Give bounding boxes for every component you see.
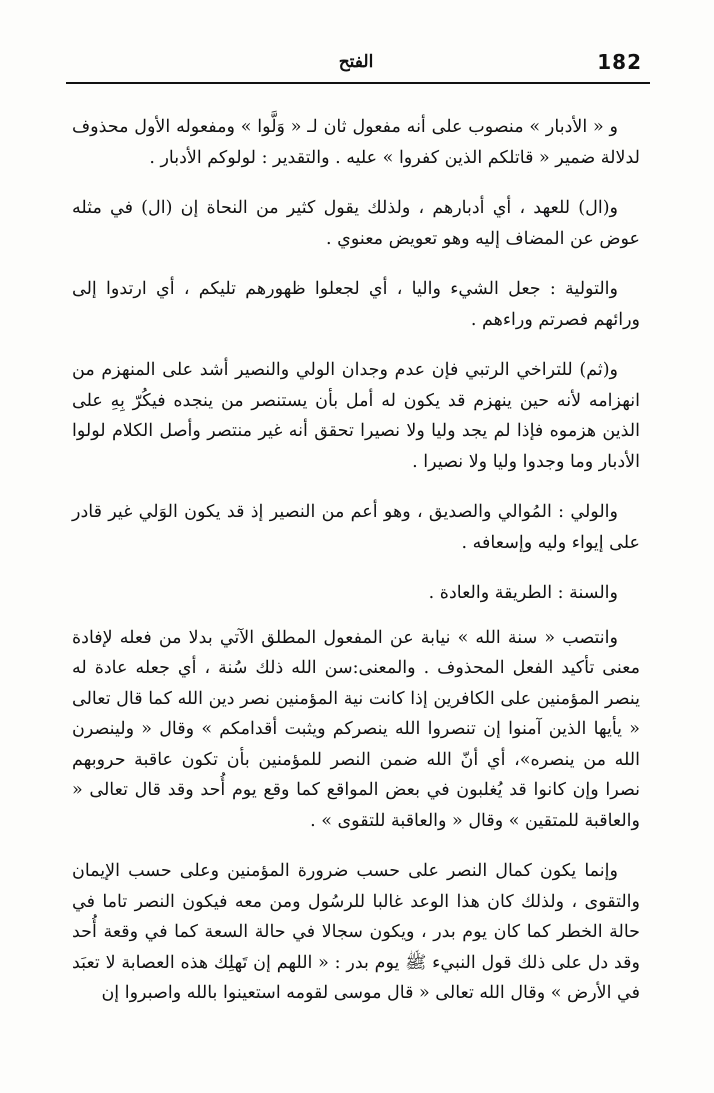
- paragraph: و(ثم) للتراخي الرتبي فإن عدم وجدان الولي والنصير أشد على المنهزم من انهزامه لأنه حين ينهزم قد يكون له أمل بأن يستنصر من ينجده فيكُرّ بِهِ على الذين هزموه فإذا لم يجد وليا ولا نصيرا تحقق أنه غير منتصر وأصل الكلام لولوا الأدبار وما وجدوا وليا ولا نصيرا .: [72, 360, 640, 472]
- paragraph: و « الأدبار » منصوب على أنه مفعول ثان لـ « وَلَّوا » ومفعوله الأول محذوف لدلالة ضمير « قاتلكم الذين كفروا » عليه . والتقدير : لولوكم الأدبار .: [72, 117, 640, 168]
- paragraph: وإنما يكون كمال النصر على حسب ضرورة المؤمنين وعلى حسب الإيمان والتقوى ، ولذلك كان هذا الوعد غالبا للرسُول ومن معه فيكون النصر تاما في حالة الخطر كما كان يوم بدر ، ويكون سجالا في حالة السعة كما في وقعة أُحد وقد دل على ذلك قول النبيء ﷺ يوم بدر : « اللهم إن تَهلِك هذه العصابة لا تعبَد في الأرض » وقال الله تعالى « قال موسى لقومه استعينوا بالله واصبروا إن: [72, 861, 640, 1003]
- paragraph: والولي : المُوالي والصديق ، وهو أعم من النصير إذ قد يكون الوَلي غير قادر على إيواء وليه وإسعافه .: [72, 502, 640, 553]
- paragraph: والتولية : جعل الشيء واليا ، أي لجعلوا ظهورهم تليكم ، أي ارتدوا إلى ورائهم فصرتم وراءهم .: [72, 279, 640, 330]
- chapter-title: الفتح: [338, 52, 374, 72]
- body-text: [72, 112, 640, 1029]
- paragraph: وانتصب « سنة الله » نيابة عن المفعول المطلق الآتي بدلا من فعله لإفادة معنى تأكيد الفعل المحذوف . والمعنى:سن الله ذلك سُنة ، أي جعله عادة له ينصر المؤمنين على الكافرين إذا كانت نية المؤمنين نصر دين الله كما قال تعالى « يأيها الذين آمنوا إن تنصروا الله ينصركم ويثبت أقدامكم » وقال « ولينصرن الله من ينصره»، أي أنّ الله ضمن النصر للمؤمنين بأن تكون عاقبة حروبهم نصرا وإن كانوا قد يُغلبون في بعض المواقع كما وقع يوم أُحد وقد قال تعالى « والعاقبة للمتقين » وقال « والعاقبة للتقوى » .: [72, 627, 640, 831]
- page-header: [66, 48, 646, 82]
- paragraph: والسنة : الطريقة والعادة .: [428, 583, 618, 603]
- page-number: 182: [597, 50, 642, 74]
- paragraph: و(ال) للعهد ، أي أدبارهم ، ولذلك يقول كثير من النحاة إن (ال) في مثله عوض عن المضاف إليه وهو تعويض معنوي .: [72, 198, 640, 249]
- header-divider: [66, 82, 650, 84]
